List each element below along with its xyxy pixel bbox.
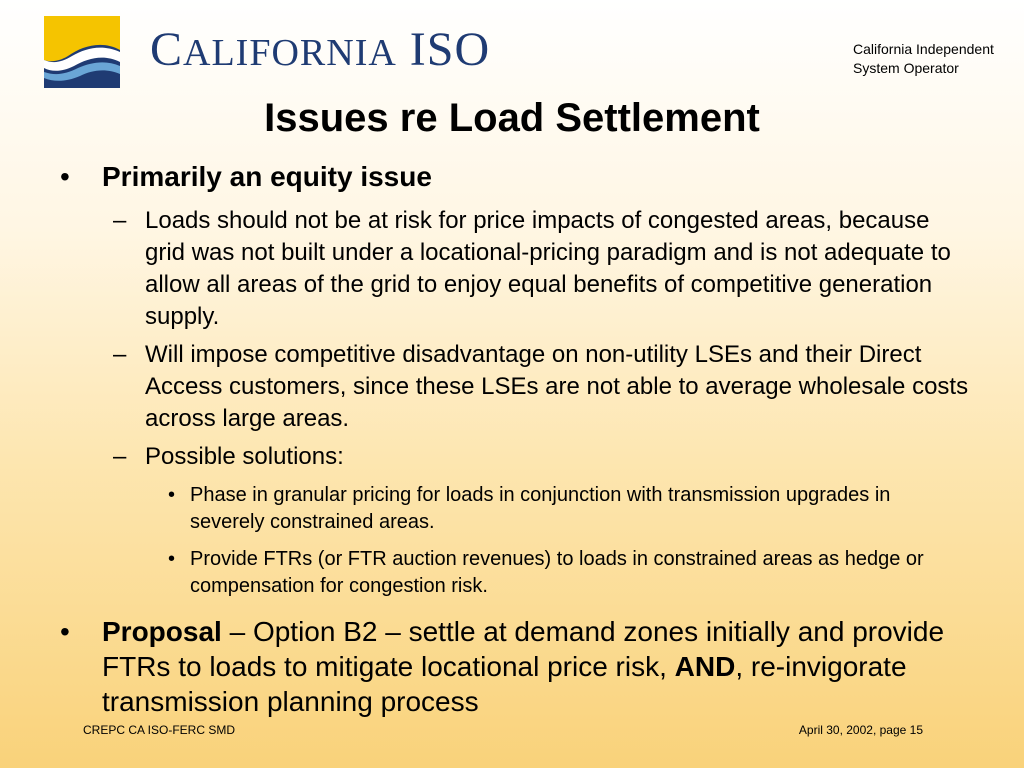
proposal-and: AND — [674, 651, 736, 682]
org-name-line2: System Operator — [853, 60, 959, 76]
wordmark-rest: ALIFORNIA — [183, 32, 397, 74]
dash-icon: – — [113, 443, 127, 470]
bullet-icon: • — [60, 616, 70, 647]
bullet-icon: • — [168, 484, 176, 506]
solution-text: Provide FTRs (or FTR auction revenues) to loads in constrained areas as hedge or compensation for congestion risk. — [190, 548, 924, 597]
proposal-text — [102, 614, 962, 719]
dash-icon: – — [113, 341, 127, 368]
sub-bullet-text: Will impose competitive disadvantage on non-utility LSEs and their Direct Access customers, since these LSEs are not able to average wholesale costs across large areas. — [145, 341, 969, 432]
wordmark-initial: C — [150, 23, 184, 76]
proposal-body: – Option B2 – settle at demand zones initially and provide FTRs to loads to mitigate locational price risk, — [102, 616, 945, 682]
california-iso-wordmark — [150, 23, 491, 76]
organization-name — [853, 40, 994, 78]
footer-page-info: April 30, 2002, page 15 — [798, 723, 923, 737]
wordmark-iso: ISO — [409, 23, 491, 76]
bullet-label: Primarily an equity issue — [102, 161, 432, 192]
org-name-line1: California Independent — [853, 41, 994, 57]
solution-text: Phase in granular pricing for loads in conjunction with transmission upgrades in severely constrained areas. — [190, 484, 891, 533]
bullet-icon: • — [168, 548, 176, 570]
california-iso-logo-icon — [44, 16, 120, 88]
footer-left: CREPC CA ISO-FERC SMD — [83, 723, 236, 737]
proposal-label: Proposal — [102, 616, 222, 647]
sub-bullet-text: Possible solutions: — [145, 443, 344, 470]
slide-title: Issues re Load Settlement — [264, 96, 760, 140]
bullet-icon: • — [60, 161, 70, 192]
dash-icon: – — [113, 207, 127, 234]
proposal-tail: , re-invigorate transmission planning process — [102, 651, 907, 717]
sub-bullet-text: Loads should not be at risk for price impacts of congested areas, because grid was not built under a locational-pricing paradigm and is not adequate to allow all areas of the grid to enjoy equal benefits of competitive generation supply. — [145, 207, 951, 330]
